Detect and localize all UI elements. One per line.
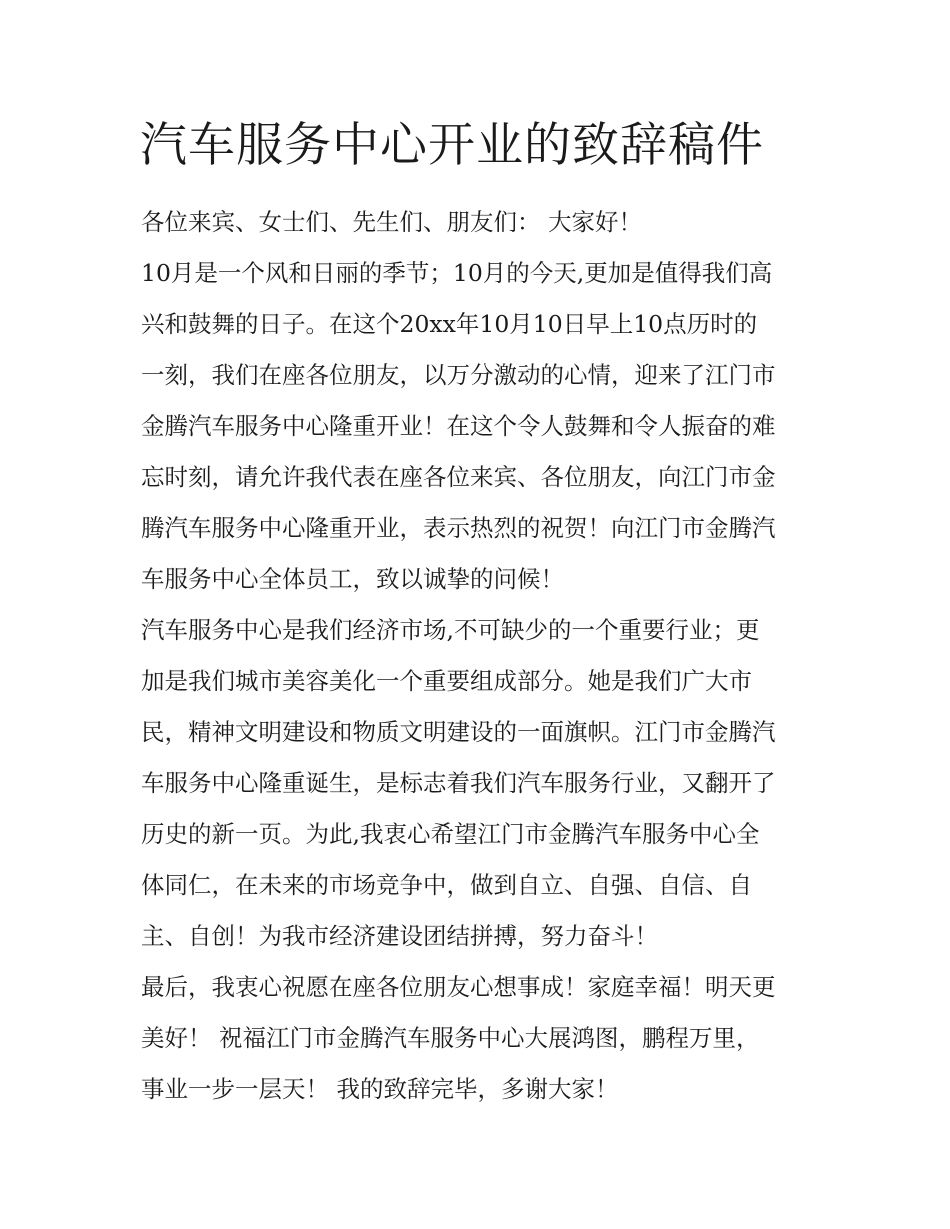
body-line: 腾汽车服务中心隆重开业，表示热烈的祝贺！向江门市金腾汽 — [141, 514, 776, 542]
body-line: 事业一步一层天！ 我的致辞完毕，多谢大家！ — [141, 1075, 619, 1103]
body-line: 体同仁，在未来的市场竞争中，做到自立、自强、自信、自 — [141, 871, 752, 899]
document-title: 汽车服务中心开业的致辞稿件 — [140, 118, 764, 173]
body-line: 兴和鼓舞的日子。在这个20xx年10月10日早上10点历时的 — [141, 310, 758, 338]
document-body — [141, 199, 776, 1117]
body-line: 忘时刻，请允许我代表在座各位来宾、各位朋友，向江门市金 — [141, 463, 776, 491]
body-line: 历史的新一页。为此,我衷心希望江门市金腾汽车服务中心全 — [141, 820, 760, 848]
body-line: 各位来宾、女士们、先生们、朋友们： 大家好！ — [141, 208, 642, 236]
body-line: 一刻，我们在座各位朋友，以万分激动的心情，迎来了江门市 — [141, 361, 776, 389]
body-line: 车服务中心全体员工，致以诚挚的问候！ — [141, 565, 564, 593]
body-line: 主、自创！为我市经济建设团结拼搏，努力奋斗！ — [141, 922, 658, 950]
body-line: 最后，我衷心祝愿在座各位朋友心想事成！家庭幸福！明天更 — [141, 973, 776, 1001]
body-line: 金腾汽车服务中心隆重开业！在这个令人鼓舞和令人振奋的难 — [141, 412, 776, 440]
body-line: 民，精神文明建设和物质文明建设的一面旗帜。江门市金腾汽 — [141, 718, 776, 746]
body-line: 10月是一个风和日丽的季节；10月的今天,更加是值得我们高 — [141, 259, 773, 287]
body-line: 汽车服务中心是我们经济市场,不可缺少的一个重要行业；更 — [141, 616, 760, 644]
body-line: 加是我们城市美容美化一个重要组成部分。她是我们广大市 — [141, 667, 752, 695]
body-line: 美好！ 祝福江门市金腾汽车服务中心大展鸿图，鹏程万里， — [141, 1024, 760, 1052]
body-line: 车服务中心隆重诞生，是标志着我们汽车服务行业，又翻开了 — [141, 769, 776, 797]
